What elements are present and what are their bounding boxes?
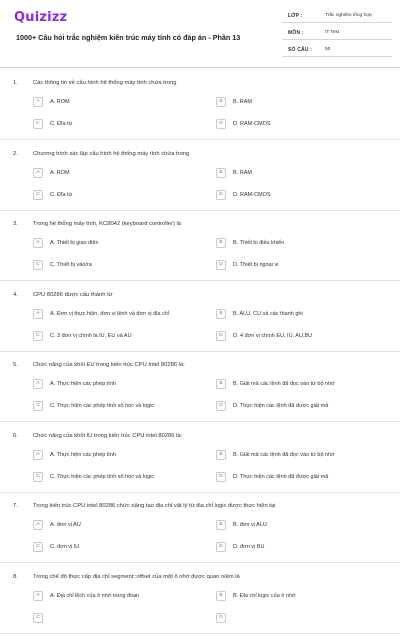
option-text: B. đơn vị ALU	[233, 522, 267, 528]
option-letter-badge: C	[33, 190, 43, 200]
option-letter-badge: B	[216, 379, 226, 389]
option-text: C. 3 đơn vị chính là IU, EU và AU	[50, 332, 132, 339]
question-number: 3.	[13, 221, 18, 227]
meta-row-class	[282, 8, 392, 23]
question-item	[0, 141, 400, 211]
question-number: 8.	[13, 573, 18, 580]
option-text: A. Thực hiện các phép tính	[50, 381, 116, 387]
question-item	[0, 423, 400, 493]
option-text: C. Thực hiện các phép tính số học và logic	[50, 473, 155, 480]
option-letter-badge: A	[33, 309, 43, 319]
option-letter-badge: B	[216, 309, 226, 319]
option-text: D. RAM-CMOS	[233, 121, 271, 127]
option-text: B. RAM	[233, 169, 252, 176]
option-text: A. ROM	[50, 169, 70, 176]
option-text: A. Đơn vị thực hiện, đơn vị lệnh và đơn vị địa chỉ	[50, 310, 170, 317]
option-text: D. đơn vị BU	[233, 544, 265, 550]
option-letter-badge: D	[216, 190, 226, 200]
option-letter-badge: C	[33, 472, 43, 482]
option-text: B. Giải mã các lệnh đã đọc vào từ bộ nhớ	[233, 381, 335, 387]
option-letter-badge: A	[33, 591, 43, 601]
worksheet-header	[0, 0, 400, 68]
meta-value: IT Test	[325, 30, 340, 35]
option-text: C. Thiết bị vào/ra	[50, 262, 92, 268]
question-number: 7.	[13, 503, 18, 509]
option-letter-badge: D	[216, 119, 226, 129]
option-letter-badge: D	[216, 401, 226, 411]
option-text: A. ROM	[50, 99, 70, 105]
option-text: C. Thực hiện các phép tính số học và logic	[50, 403, 155, 409]
question-item	[0, 564, 400, 634]
option-letter-badge: C	[33, 401, 43, 411]
option-text: D. RAM-CMOS	[233, 191, 271, 198]
question-number: 4.	[13, 291, 18, 298]
question-number: 1.	[13, 80, 18, 86]
question-text: Trong hệ thống máy tính, KC8042 (keyboard controller) là	[33, 221, 182, 227]
option-text: C. Đĩa từ	[50, 191, 73, 198]
option-letter-badge: B	[216, 238, 226, 248]
question-number: 5.	[13, 362, 18, 368]
question-text: CPU 80286 được cấu thành từ	[33, 291, 113, 298]
option-letter-badge: B	[216, 97, 226, 107]
option-text: B. ALU, CU và các thanh ghi	[233, 310, 303, 317]
meta-value: Trắc nghiệm tổng hợp	[325, 13, 372, 18]
option-letter-badge: D	[216, 613, 226, 623]
question-item	[0, 493, 400, 563]
option-text: A. Thiết bị giao diện	[50, 240, 99, 246]
meta-label: MÔN :	[288, 30, 304, 36]
option-text: D. Thiết bị ngoại vi	[233, 262, 279, 268]
page-title: 1000+ Câu hỏi trắc nghiệm kiến trúc máy tính có đáp án - Phần 13	[16, 33, 241, 42]
meta-value: 50	[325, 47, 331, 52]
option-letter-badge: A	[33, 97, 43, 107]
question-number: 6.	[13, 432, 18, 439]
option-letter-badge: A	[33, 450, 43, 460]
meta-row-count	[282, 42, 392, 57]
question-text: Trong chế độ thực cấp địa chỉ segment::offset của một ô nhớ được quan niệm là	[33, 573, 240, 580]
meta-table	[282, 8, 392, 59]
option-text: C. đơn vị IU	[50, 544, 80, 550]
option-text: D. Thực hiện các lệnh đã được giải mã	[233, 473, 329, 480]
question-text: Chương trình xác lập cấu hình hệ thống máy tính chứa trong	[33, 150, 190, 157]
option-text: A. đơn vị AU	[50, 522, 81, 528]
option-letter-badge: A	[33, 520, 43, 530]
option-letter-badge: B	[216, 168, 226, 178]
option-letter-badge: C	[33, 542, 43, 552]
meta-label: SỐ CÂU :	[288, 47, 313, 53]
option-letter-badge: A	[33, 168, 43, 178]
option-letter-badge: D	[216, 542, 226, 552]
option-letter-badge: C	[33, 613, 43, 623]
option-text: B. RAM	[233, 99, 252, 105]
option-text: B. Giải mã các lệnh đã đọc vào từ bộ nhớ	[233, 451, 335, 458]
option-letter-badge: D	[216, 331, 226, 341]
option-text: D. Thực hiện các lệnh đã được giải mã	[233, 403, 329, 409]
question-text: Các thông tin về cấu hình hệ thống máy tính chứa trong	[33, 80, 177, 86]
option-text: B. Thiết bị điều khiển	[233, 240, 285, 246]
option-text: B. Địa chỉ logic của ô nhớ	[233, 592, 296, 599]
question-item	[0, 70, 400, 140]
option-letter-badge: A	[33, 379, 43, 389]
option-letter-badge: D	[216, 260, 226, 270]
question-text: Chức năng của khối EU trong kiến trúc CPU Intel 80286 là:	[33, 362, 185, 368]
question-item	[0, 211, 400, 281]
question-text: Trong kiến trúc CPU intel 80286 chức năng tạo địa chỉ vật lý từ địa chỉ logic được thực hiện tại	[33, 503, 276, 509]
quizizz-logo: Quizizz	[14, 10, 68, 25]
option-text: A. Thực hiện các phép tính	[50, 451, 116, 458]
meta-row-subject	[282, 25, 392, 40]
option-text: C. Đĩa từ	[50, 121, 73, 127]
question-item	[0, 282, 400, 352]
option-letter-badge: C	[33, 260, 43, 270]
option-text: A. Địa chỉ lệch của ô nhớ trong đoạn	[50, 592, 140, 599]
option-letter-badge: B	[216, 591, 226, 601]
option-letter-badge: B	[216, 450, 226, 460]
question-number: 2.	[13, 150, 18, 157]
option-letter-badge: C	[33, 331, 43, 341]
option-letter-badge: D	[216, 472, 226, 482]
option-text: D. 4 đơn vị chính EU, IU, AU,BU	[233, 332, 313, 339]
option-letter-badge: C	[33, 119, 43, 129]
option-letter-badge: A	[33, 238, 43, 248]
option-letter-badge: B	[216, 520, 226, 530]
meta-label: LỚP :	[288, 13, 303, 19]
question-item	[0, 352, 400, 422]
question-text: Chức năng của khối IU trong kiến trúc CPU intel 80286 là:	[33, 432, 183, 439]
